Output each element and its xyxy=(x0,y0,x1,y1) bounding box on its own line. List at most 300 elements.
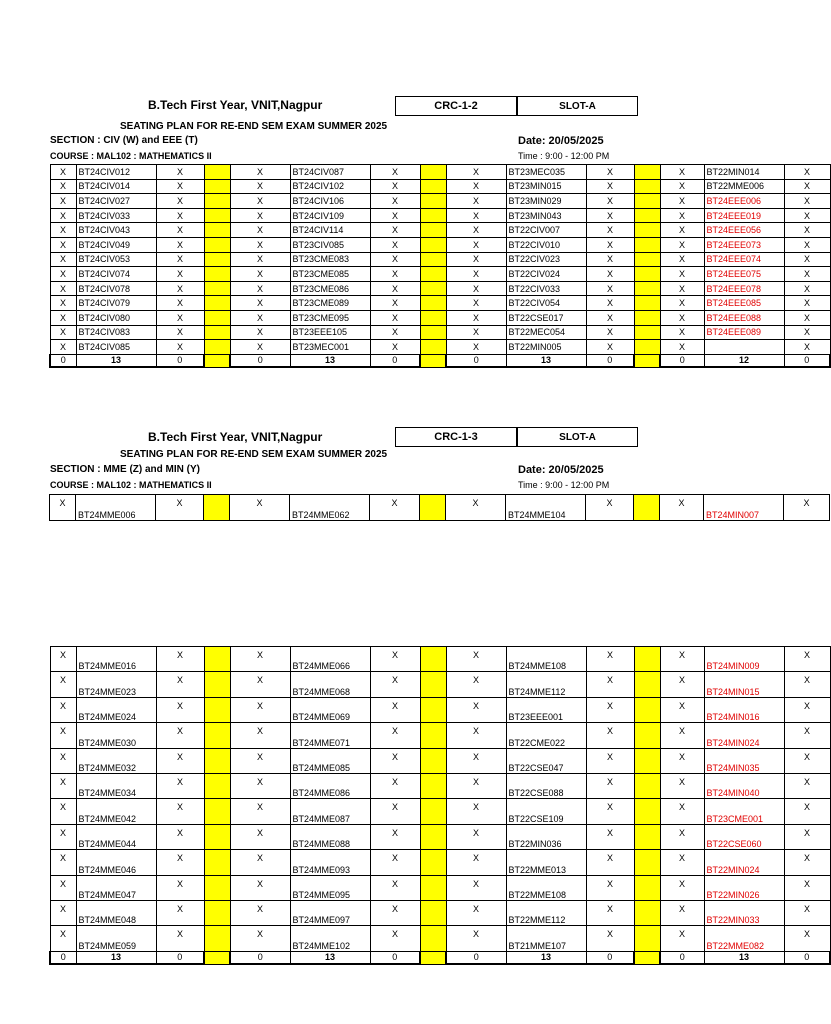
roll-number: BT24CIV043 xyxy=(76,223,156,238)
aisle-gap xyxy=(634,223,660,238)
seat-mark: X xyxy=(660,748,704,773)
aisle-gap xyxy=(204,951,230,964)
table-row xyxy=(50,340,830,355)
subtitle-1: SEATING PLAN FOR RE-END SEM EXAM SUMMER 2025 xyxy=(120,121,388,132)
aisle-gap xyxy=(204,354,230,367)
roll-number: BT22CIV007 xyxy=(506,223,586,238)
roll-number: BT23CME095 xyxy=(290,310,370,325)
seat-mark: X xyxy=(50,267,76,282)
seat-mark: X xyxy=(50,194,76,209)
seat-mark: X xyxy=(784,340,830,355)
aisle-gap xyxy=(204,252,230,267)
seat-mark: X xyxy=(586,194,634,209)
seat-mark: X xyxy=(784,900,830,925)
roll-number: BT24MME087 xyxy=(290,799,370,824)
roll-number: BT24MME046 xyxy=(76,850,156,875)
aisle-gap xyxy=(420,237,446,252)
seat-mark: X xyxy=(784,672,830,697)
seat-mark: X xyxy=(230,647,290,672)
roll-number xyxy=(704,340,784,355)
aisle-gap xyxy=(634,926,660,951)
roll-number: BT24MIN040 xyxy=(704,773,784,798)
roll-number: BT24MME071 xyxy=(290,723,370,748)
aisle-gap xyxy=(420,179,446,194)
seat-mark: X xyxy=(230,495,290,521)
roll-number: BT24MIN015 xyxy=(704,672,784,697)
seat-mark: X xyxy=(230,875,290,900)
seat-mark: X xyxy=(230,179,290,194)
roll-number: BT24MME068 xyxy=(290,672,370,697)
roll-number: BT24CIV033 xyxy=(76,208,156,223)
table-row xyxy=(50,296,830,311)
aisle-gap xyxy=(634,748,660,773)
seat-mark: X xyxy=(446,281,506,296)
aisle-gap xyxy=(204,165,230,180)
roll-number: BT24MME016 xyxy=(76,647,156,672)
time-label-1: Time : 9:00 - 12:00 PM xyxy=(518,151,610,161)
roll-number: BT22CIV010 xyxy=(506,237,586,252)
seat-mark: X xyxy=(156,723,204,748)
seat-mark: X xyxy=(660,208,704,223)
seat-mark: X xyxy=(784,647,830,672)
roll-number: BT24CIV102 xyxy=(290,179,370,194)
aisle-gap xyxy=(204,799,230,824)
course-label-2: COURSE : MAL102 : MATHEMATICS II xyxy=(50,480,212,490)
seat-mark: X xyxy=(784,237,830,252)
roll-number: BT24MME032 xyxy=(76,748,156,773)
seat-mark: X xyxy=(370,824,420,849)
seat-mark: X xyxy=(370,647,420,672)
roll-number: BT24EEE085 xyxy=(704,296,784,311)
seat-mark: X xyxy=(156,252,204,267)
roll-number: BT24MME085 xyxy=(290,748,370,773)
seat-mark: X xyxy=(156,223,204,238)
seat-mark: X xyxy=(446,672,506,697)
roll-number: BT24MME030 xyxy=(76,723,156,748)
seat-mark: X xyxy=(784,223,830,238)
seat-mark: X xyxy=(370,799,420,824)
total-cell: 13 xyxy=(506,951,586,964)
total-cell: 0 xyxy=(784,354,830,367)
total-cell: 0 xyxy=(660,951,704,964)
aisle-gap xyxy=(634,799,660,824)
total-cell: 0 xyxy=(586,354,634,367)
seat-mark: X xyxy=(784,267,830,282)
aisle-gap xyxy=(204,773,230,798)
seat-mark: X xyxy=(586,748,634,773)
seat-mark: X xyxy=(660,875,704,900)
roll-number: BT24EEE073 xyxy=(704,237,784,252)
aisle-gap xyxy=(420,799,446,824)
seat-mark: X xyxy=(660,672,704,697)
seat-mark: X xyxy=(370,325,420,340)
roll-number: BT24MIN016 xyxy=(704,697,784,722)
total-cell: 0 xyxy=(370,951,420,964)
roll-number: BT24MME086 xyxy=(290,773,370,798)
roll-number: BT24EEE056 xyxy=(704,223,784,238)
seat-mark: X xyxy=(230,824,290,849)
seat-mark: X xyxy=(586,850,634,875)
roll-number: BT21MME107 xyxy=(506,926,586,951)
seat-mark: X xyxy=(156,237,204,252)
seat-mark: X xyxy=(446,697,506,722)
seat-mark: X xyxy=(370,267,420,282)
aisle-gap xyxy=(420,325,446,340)
aisle-gap xyxy=(204,900,230,925)
seat-mark: X xyxy=(156,799,204,824)
roll-number: BT24MME059 xyxy=(76,926,156,951)
table-row xyxy=(50,647,830,672)
seat-mark: X xyxy=(586,165,634,180)
table-row xyxy=(50,281,830,296)
roll-number: BT24MME044 xyxy=(76,824,156,849)
seat-mark: X xyxy=(446,824,506,849)
table-row xyxy=(50,723,830,748)
seat-mark: X xyxy=(370,748,420,773)
roll-number: BT24MIN009 xyxy=(704,647,784,672)
seat-mark: X xyxy=(230,850,290,875)
seat-mark: X xyxy=(660,252,704,267)
aisle-gap xyxy=(204,179,230,194)
table-row xyxy=(50,672,830,697)
roll-number: BT22MME112 xyxy=(506,900,586,925)
aisle-gap xyxy=(204,647,230,672)
table-row xyxy=(50,773,830,798)
aisle-gap xyxy=(204,208,230,223)
seat-mark: X xyxy=(784,799,830,824)
seat-mark: X xyxy=(660,194,704,209)
roll-number: BT24MME095 xyxy=(290,875,370,900)
seat-mark: X xyxy=(370,252,420,267)
roll-number: BT23CME086 xyxy=(290,281,370,296)
roll-number: BT24EEE075 xyxy=(704,267,784,282)
seat-mark: X xyxy=(446,179,506,194)
seat-mark: X xyxy=(586,281,634,296)
seat-mark: X xyxy=(586,773,634,798)
roll-number: BT24EEE074 xyxy=(704,252,784,267)
aisle-gap xyxy=(204,296,230,311)
table-row xyxy=(50,208,830,223)
seat-mark: X xyxy=(230,208,290,223)
aisle-gap xyxy=(420,252,446,267)
aisle-gap xyxy=(634,495,660,521)
seat-mark: X xyxy=(446,208,506,223)
seat-mark: X xyxy=(50,697,76,722)
seat-mark: X xyxy=(230,697,290,722)
seat-mark: X xyxy=(660,223,704,238)
aisle-gap xyxy=(634,267,660,282)
seat-mark: X xyxy=(446,252,506,267)
seat-mark: X xyxy=(50,824,76,849)
seat-mark: X xyxy=(586,237,634,252)
roll-number: BT24MIN035 xyxy=(704,748,784,773)
roll-number: BT24MME104 xyxy=(506,495,586,521)
seating-table-2-first-row xyxy=(49,494,830,521)
roll-number: BT23MIN015 xyxy=(506,179,586,194)
seat-mark: X xyxy=(586,875,634,900)
seat-mark: X xyxy=(660,697,704,722)
aisle-gap xyxy=(634,281,660,296)
aisle-gap xyxy=(420,773,446,798)
seat-mark: X xyxy=(784,296,830,311)
seat-mark: X xyxy=(784,697,830,722)
table-row xyxy=(50,237,830,252)
roll-number: BT24MME023 xyxy=(76,672,156,697)
roll-number: BT24MME108 xyxy=(506,647,586,672)
seat-mark: X xyxy=(50,926,76,951)
seat-mark: X xyxy=(660,165,704,180)
aisle-gap xyxy=(634,325,660,340)
seat-mark: X xyxy=(784,281,830,296)
aisle-gap xyxy=(634,340,660,355)
seat-mark: X xyxy=(50,310,76,325)
roll-number: BT22CIV024 xyxy=(506,267,586,282)
seat-mark: X xyxy=(446,647,506,672)
seat-mark: X xyxy=(156,672,204,697)
totals-row xyxy=(50,354,830,367)
seat-mark: X xyxy=(230,325,290,340)
roll-number: BT24CIV106 xyxy=(290,194,370,209)
seat-mark: X xyxy=(156,697,204,722)
aisle-gap xyxy=(420,900,446,925)
seat-mark: X xyxy=(586,495,634,521)
table-row xyxy=(50,926,830,951)
seat-mark: X xyxy=(784,723,830,748)
seat-mark: X xyxy=(660,296,704,311)
roll-number: BT22MME013 xyxy=(506,850,586,875)
seat-mark: X xyxy=(586,179,634,194)
total-cell: 13 xyxy=(76,951,156,964)
aisle-gap xyxy=(204,194,230,209)
roll-number: BT24CIV078 xyxy=(76,281,156,296)
roll-number: BT24CIV109 xyxy=(290,208,370,223)
seat-mark: X xyxy=(156,340,204,355)
aisle-gap xyxy=(420,194,446,209)
total-cell: 13 xyxy=(506,354,586,367)
slot-box-2: SLOT-A xyxy=(517,427,638,447)
aisle-gap xyxy=(204,310,230,325)
seat-mark: X xyxy=(446,310,506,325)
seat-mark: X xyxy=(156,179,204,194)
table-row xyxy=(50,799,830,824)
seat-mark: X xyxy=(230,310,290,325)
aisle-gap xyxy=(204,223,230,238)
seat-mark: X xyxy=(446,495,506,521)
table-row xyxy=(50,495,830,521)
total-cell: 12 xyxy=(704,354,784,367)
aisle-gap xyxy=(204,926,230,951)
aisle-gap xyxy=(634,723,660,748)
roll-number: BT24MME102 xyxy=(290,926,370,951)
aisle-gap xyxy=(634,875,660,900)
seat-mark: X xyxy=(586,310,634,325)
seat-mark: X xyxy=(446,748,506,773)
seat-mark: X xyxy=(156,748,204,773)
aisle-gap xyxy=(420,672,446,697)
seat-mark: X xyxy=(446,237,506,252)
aisle-gap xyxy=(420,748,446,773)
aisle-gap xyxy=(634,672,660,697)
seat-mark: X xyxy=(50,325,76,340)
total-cell: 0 xyxy=(446,354,506,367)
total-cell: 0 xyxy=(230,951,290,964)
aisle-gap xyxy=(204,875,230,900)
roll-number: BT24CIV083 xyxy=(76,325,156,340)
header-title-2: B.Tech First Year, VNIT,Nagpur xyxy=(148,430,323,444)
seat-mark: X xyxy=(230,672,290,697)
seat-mark: X xyxy=(660,723,704,748)
seat-mark: X xyxy=(784,495,830,521)
aisle-gap xyxy=(420,165,446,180)
roll-number: BT24EEE006 xyxy=(704,194,784,209)
seat-mark: X xyxy=(660,495,704,521)
table-row xyxy=(50,179,830,194)
seat-mark: X xyxy=(156,281,204,296)
aisle-gap xyxy=(634,647,660,672)
aisle-gap xyxy=(634,697,660,722)
roll-number: BT23MIN043 xyxy=(506,208,586,223)
seat-mark: X xyxy=(370,875,420,900)
seat-mark: X xyxy=(370,850,420,875)
seat-mark: X xyxy=(50,340,76,355)
seat-mark: X xyxy=(370,223,420,238)
seat-mark: X xyxy=(586,223,634,238)
roll-number: BT24MME097 xyxy=(290,900,370,925)
seat-mark: X xyxy=(156,495,204,521)
table-row xyxy=(50,325,830,340)
seat-mark: X xyxy=(660,325,704,340)
seat-mark: X xyxy=(446,223,506,238)
seat-mark: X xyxy=(230,296,290,311)
seat-mark: X xyxy=(230,799,290,824)
aisle-gap xyxy=(204,672,230,697)
roll-number: BT24MME047 xyxy=(76,875,156,900)
roll-number: BT24EEE088 xyxy=(704,310,784,325)
seat-mark: X xyxy=(50,799,76,824)
seat-mark: X xyxy=(586,926,634,951)
seat-mark: X xyxy=(230,773,290,798)
seat-mark: X xyxy=(446,926,506,951)
total-cell: 0 xyxy=(50,951,76,964)
seat-mark: X xyxy=(586,672,634,697)
roll-number: BT24MME088 xyxy=(290,824,370,849)
seat-mark: X xyxy=(370,723,420,748)
seat-mark: X xyxy=(370,310,420,325)
roll-number: BT24CIV012 xyxy=(76,165,156,180)
aisle-gap xyxy=(634,194,660,209)
aisle-gap xyxy=(420,926,446,951)
seat-mark: X xyxy=(446,900,506,925)
seat-mark: X xyxy=(784,179,830,194)
table-row xyxy=(50,875,830,900)
section-label-1: SECTION : CIV (W) and EEE (T) xyxy=(50,135,198,146)
seat-mark: X xyxy=(156,850,204,875)
roll-number: BT23CME085 xyxy=(290,267,370,282)
aisle-gap xyxy=(204,267,230,282)
seat-mark: X xyxy=(230,340,290,355)
seat-mark: X xyxy=(156,310,204,325)
aisle-gap xyxy=(634,252,660,267)
seat-mark: X xyxy=(784,926,830,951)
seat-mark: X xyxy=(784,850,830,875)
seat-mark: X xyxy=(660,237,704,252)
roll-number: BT24MME042 xyxy=(76,799,156,824)
roll-number: BT23EEE105 xyxy=(290,325,370,340)
seat-mark: X xyxy=(50,165,76,180)
total-cell: 0 xyxy=(586,951,634,964)
seat-mark: X xyxy=(230,723,290,748)
header-title-1: B.Tech First Year, VNIT,Nagpur xyxy=(148,98,323,112)
roll-number: BT24MME112 xyxy=(506,672,586,697)
seat-mark: X xyxy=(230,267,290,282)
roll-number: BT22CIV033 xyxy=(506,281,586,296)
roll-number: BT22CSE109 xyxy=(506,799,586,824)
seat-mark: X xyxy=(370,165,420,180)
seat-mark: X xyxy=(50,208,76,223)
seat-mark: X xyxy=(50,773,76,798)
roll-number: BT24EEE078 xyxy=(704,281,784,296)
seat-mark: X xyxy=(230,281,290,296)
aisle-gap xyxy=(420,354,446,367)
seat-mark: X xyxy=(660,926,704,951)
aisle-gap xyxy=(420,875,446,900)
roll-number: BT22MME006 xyxy=(704,179,784,194)
date-label-1: Date: 20/05/2025 xyxy=(518,135,604,147)
seating-table-2 xyxy=(49,646,831,965)
roll-number: BT22MIN014 xyxy=(704,165,784,180)
seat-mark: X xyxy=(50,875,76,900)
aisle-gap xyxy=(634,165,660,180)
roll-number: BT22CME022 xyxy=(506,723,586,748)
time-label-2: Time : 9:00 - 12:00 PM xyxy=(518,480,610,490)
aisle-gap xyxy=(204,325,230,340)
room-box-1: CRC-1-2 xyxy=(395,96,517,116)
roll-number: BT24MIN007 xyxy=(704,495,784,521)
seat-mark: X xyxy=(370,495,420,521)
table-row xyxy=(50,850,830,875)
seat-mark: X xyxy=(230,223,290,238)
aisle-gap xyxy=(420,223,446,238)
room-box-2: CRC-1-3 xyxy=(395,427,517,447)
table-row xyxy=(50,194,830,209)
seat-mark: X xyxy=(230,194,290,209)
aisle-gap xyxy=(634,179,660,194)
seat-mark: X xyxy=(50,672,76,697)
roll-number: BT24CIV014 xyxy=(76,179,156,194)
seat-mark: X xyxy=(50,223,76,238)
seat-mark: X xyxy=(446,723,506,748)
seat-mark: X xyxy=(370,340,420,355)
seat-mark: X xyxy=(156,824,204,849)
aisle-gap xyxy=(634,824,660,849)
seat-mark: X xyxy=(50,237,76,252)
roll-number: BT22MME108 xyxy=(506,875,586,900)
seat-mark: X xyxy=(446,296,506,311)
roll-number: BT23CME089 xyxy=(290,296,370,311)
roll-number: BT24MME069 xyxy=(290,697,370,722)
seat-mark: X xyxy=(784,252,830,267)
roll-number: BT24MME066 xyxy=(290,647,370,672)
subtitle-2: SEATING PLAN FOR RE-END SEM EXAM SUMMER 2025 xyxy=(120,449,388,460)
total-cell: 13 xyxy=(76,354,156,367)
seat-mark: X xyxy=(660,647,704,672)
seat-mark: X xyxy=(660,281,704,296)
aisle-gap xyxy=(204,697,230,722)
roll-number: BT23MIN029 xyxy=(506,194,586,209)
aisle-gap xyxy=(634,773,660,798)
seat-mark: X xyxy=(156,647,204,672)
aisle-gap xyxy=(420,951,446,964)
